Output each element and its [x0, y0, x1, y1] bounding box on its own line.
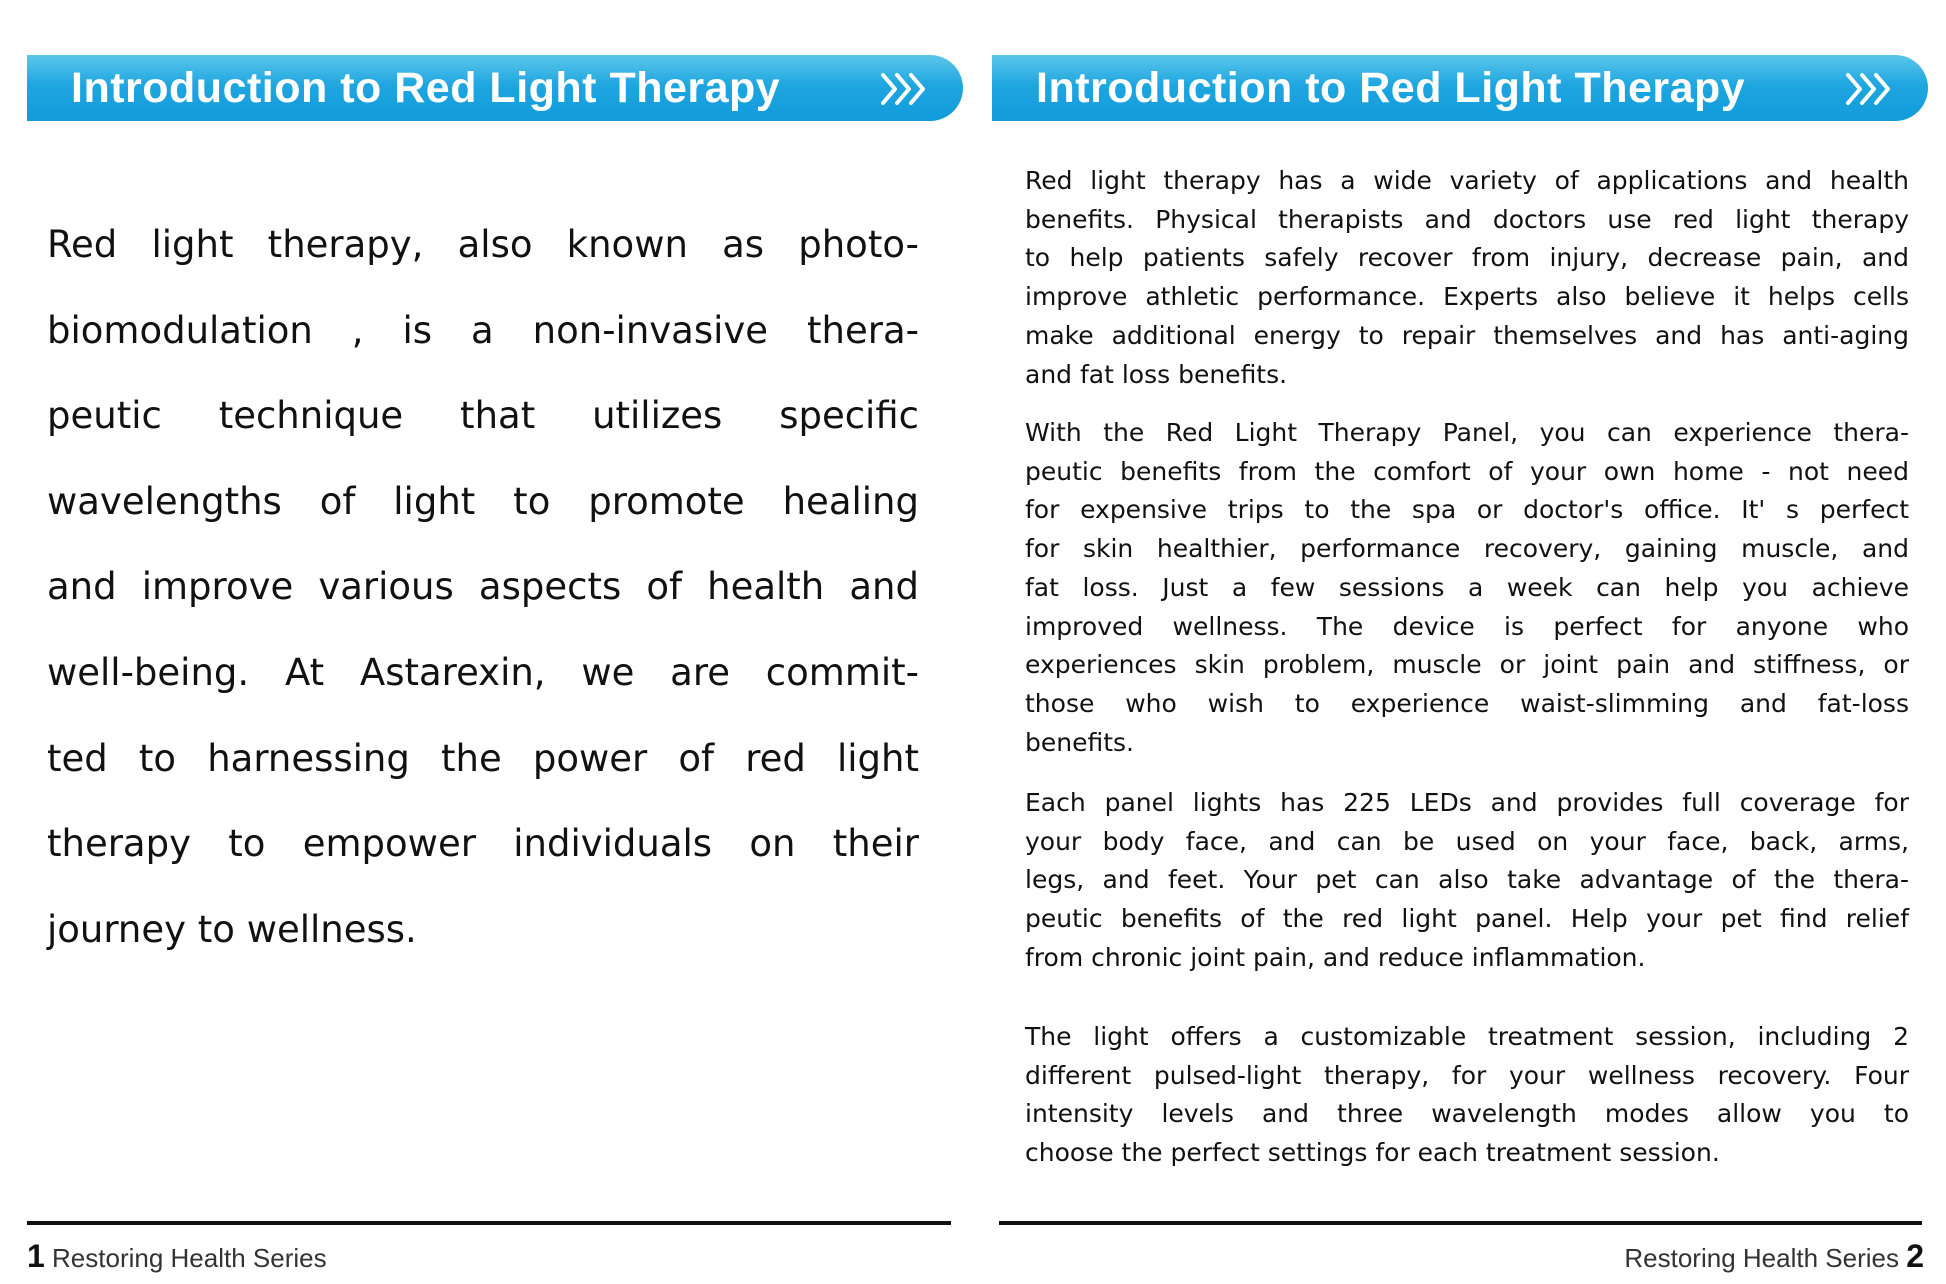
text-line: ted to harnessing the power of red light	[47, 736, 919, 780]
text-line: and improve various aspects of health and	[47, 565, 919, 609]
text-line: for expensive trips to the spa or doctor's office. It' s perfect	[1025, 495, 1909, 525]
text-line: legs, and feet. Your pet can also take advantage of the thera-	[1025, 865, 1909, 895]
right-footer	[1624, 1236, 1924, 1278]
left-footer-divider	[27, 1221, 951, 1225]
text-line: peutic benefits of the red light panel. Help your pet find relief	[1025, 904, 1909, 934]
text-line: peutic benefits from the comfort of your own home - not need	[1025, 456, 1909, 486]
text-line: experiences skin problem, muscle or joint pain and stiffness, or	[1025, 650, 1909, 680]
text-line: wavelengths of light to promote healing	[47, 479, 919, 523]
left-section-title: Introduction to Red Light Therapy	[71, 64, 781, 112]
page-number: 2	[1906, 1238, 1924, 1274]
right-footer-divider	[999, 1221, 1922, 1225]
text-line: your body face, and can be used on your face, back, arms,	[1025, 826, 1909, 856]
text-line: journey to wellness.	[47, 907, 417, 951]
text-line: intensity levels and three wavelength modes allow you to	[1025, 1099, 1909, 1129]
triple-chevron-right-icon	[879, 71, 931, 107]
series-name: Restoring Health Series	[1624, 1243, 1899, 1273]
text-line: from chronic joint pain, and reduce inflammation.	[1025, 942, 1646, 972]
right-paragraph-panel-benefits	[1025, 414, 1909, 762]
text-line: fat loss. Just a few sessions a week can help you achieve	[1025, 572, 1909, 602]
page-number: 1	[27, 1238, 45, 1274]
text-line: those who wish to experience waist-slimming and fat-loss	[1025, 688, 1909, 718]
right-paragraph-leds	[1025, 784, 1909, 978]
text-line: for skin healthier, performance recovery, gaining muscle, and	[1025, 534, 1909, 564]
right-paragraph-settings	[1025, 1018, 1909, 1173]
text-line: benefits.	[1025, 727, 1134, 757]
text-line: improved wellness. The device is perfect for anyone who	[1025, 611, 1909, 641]
text-line: therapy to empower individuals on their	[47, 822, 919, 866]
text-line: With the Red Light Therapy Panel, you can experience thera-	[1025, 418, 1909, 447]
text-line: to help patients safely recover from injury, decrease pain, and	[1025, 243, 1909, 273]
text-line: Each panel lights has 225 LEDs and provides full coverage for	[1025, 788, 1909, 817]
triple-chevron-right-icon	[1844, 71, 1896, 107]
text-line: benefits. Physical therapists and doctors use red light therapy	[1025, 204, 1909, 234]
text-line: choose the perfect settings for each treatment session.	[1025, 1138, 1720, 1168]
text-line: peutic technique that utilizes specific	[47, 394, 919, 438]
text-line: well-being. At Astarexin, we are commit-	[47, 650, 919, 694]
text-line: Red light therapy, also known as photo-	[47, 223, 919, 266]
right-section-banner	[992, 55, 1928, 121]
left-section-banner	[27, 55, 963, 121]
text-line: The light offers a customizable treatment session, including 2	[1025, 1022, 1909, 1051]
text-line: improve athletic performance. Experts also believe it helps cells	[1025, 282, 1909, 312]
text-line: Red light therapy has a wide variety of applications and health	[1025, 166, 1909, 195]
right-section-title: Introduction to Red Light Therapy	[1036, 64, 1746, 112]
text-line: and fat loss benefits.	[1025, 359, 1288, 389]
text-line: different pulsed-light therapy, for your wellness recovery. Four	[1025, 1060, 1909, 1090]
text-line: biomodulation , is a non-invasive thera-	[47, 308, 919, 352]
right-paragraph-applications	[1025, 162, 1909, 394]
left-footer	[27, 1236, 327, 1278]
text-line: make additional energy to repair themselves and has anti-aging	[1025, 320, 1909, 350]
series-name: Restoring Health Series	[52, 1243, 327, 1273]
left-intro-paragraph	[47, 202, 919, 972]
